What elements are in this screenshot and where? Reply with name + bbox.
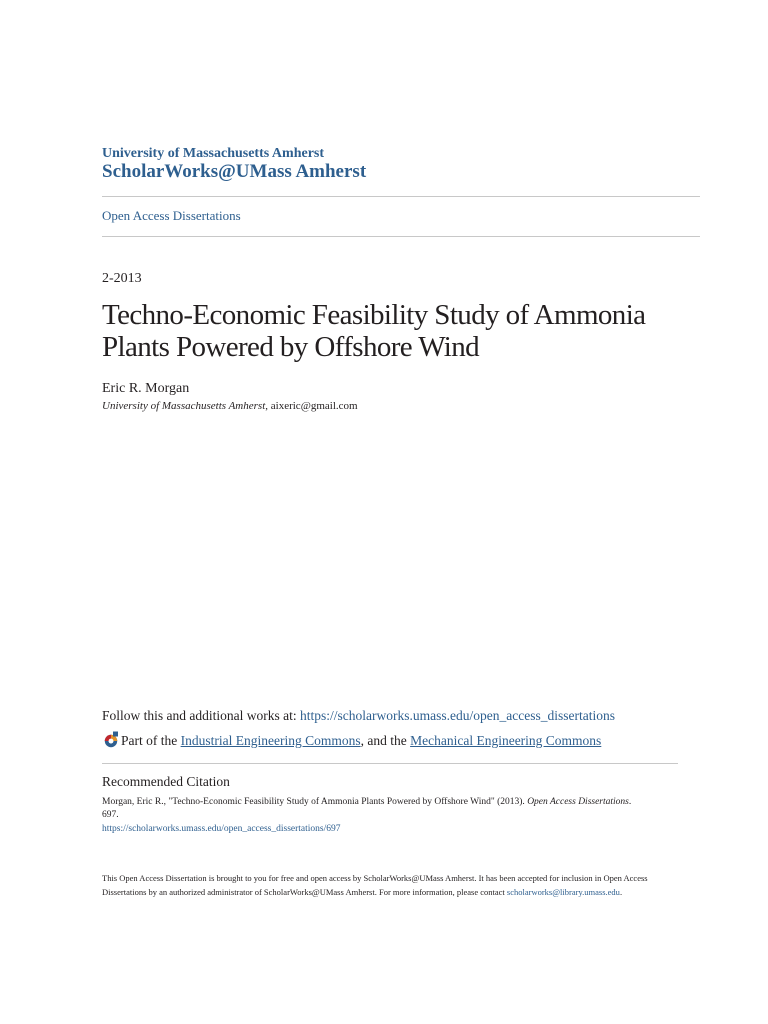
mechanical-engineering-commons-link[interactable]: Mechanical Engineering Commons: [410, 733, 602, 748]
industrial-engineering-commons-link[interactable]: Industrial Engineering Commons: [180, 733, 361, 748]
publication-date: 2-2013: [102, 271, 142, 286]
part-of-mid: , and the: [360, 733, 411, 748]
contact-email-link[interactable]: scholarworks@library.umass.edu: [506, 887, 620, 897]
collection-link[interactable]: Open Access Dissertations: [102, 208, 241, 223]
part-of-line: [102, 731, 601, 749]
follow-text: Follow this and additional works at:: [102, 708, 300, 723]
divider: [102, 196, 700, 197]
citation-series: Open Access Dissertations: [527, 797, 629, 807]
affiliation-separator: ,: [265, 400, 271, 412]
citation-url-link[interactable]: https://scholarworks.umass.edu/open_access_dissertations/697: [102, 824, 341, 834]
footer-end: .: [619, 887, 623, 897]
author-email: aixeric@gmail.com: [270, 400, 358, 412]
recommended-citation-heading: Recommended Citation: [102, 774, 230, 789]
citation-body: Morgan, Eric R., "Techno-Economic Feasibility Study of Ammonia Plants Powered by Offshore Wind" (2013).: [102, 797, 528, 807]
repository-name[interactable]: ScholarWorks@UMass Amherst: [102, 161, 367, 182]
footer-notice: [102, 871, 662, 899]
affiliation-name: University of Massachusetts Amherst: [102, 400, 266, 412]
follow-line: [102, 708, 615, 724]
document-title: Techno-Economic Feasibility Study of Ammonia Plants Powered by Offshore Wind: [102, 299, 646, 363]
divider: [102, 763, 678, 764]
citation-text: [102, 796, 632, 822]
citation-number: . 697.: [102, 797, 632, 820]
author-name: Eric R. Morgan: [102, 381, 190, 396]
institution-name[interactable]: University of Massachusetts Amherst: [102, 146, 325, 161]
follow-url-link[interactable]: https://scholarworks.umass.edu/open_access_dissertations: [300, 708, 615, 723]
divider: [102, 236, 700, 237]
author-affiliation: [102, 400, 358, 412]
part-of-prefix: Part of the: [121, 733, 181, 748]
footer-text: This Open Access Dissertation is brought to you for free and open access by ScholarWorks@UMass Amherst. It has been accepted for inclusion in Open Access Dissertations by an authorized administrator of ScholarWorks@UMass Amherst. For more information, please contact: [102, 873, 648, 897]
digital-commons-network-icon[interactable]: [102, 731, 119, 748]
